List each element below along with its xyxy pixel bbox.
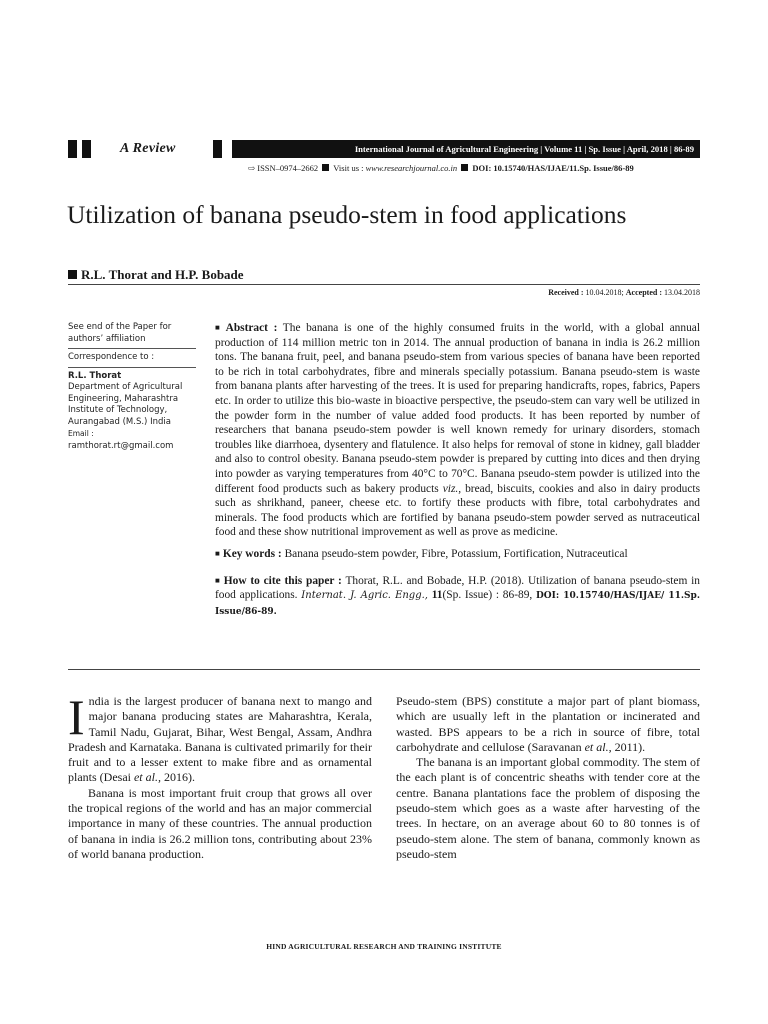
accepted-date: 13.04.2018 — [664, 288, 700, 297]
keywords-label: Key words : — [222, 547, 282, 560]
abstract — [215, 321, 700, 540]
abstract-text-cont: bread, biscuits, cookies and also in dairy products such as shrikhand, paneer, cheese etc. to fortify these products with fibre, total carbohydrates and minerals. The food products which are fortified by banana pseudo-stem powder served as nutraceutical food and these show nutritional improvement as well as prove as medicine. — [215, 482, 701, 539]
divider — [68, 367, 196, 368]
body-text: Pseudo-stem (BPS) constitute a major part of plant biomass, which are usually left in the plantation or incinerated and wasted. BPS appears to be a rich in source of fibre, total carbohydrate and cellulose (Saravanan — [396, 694, 700, 754]
body-text: ndia is the largest producer of banana next to mango and major banana producing states are Maharashtra, Kerala, Tamil Nadu, Gujarat, Bihar, West Bengal, Assam, Andhra Pradesh and Karnataka. Banana is cultivated primarily for their fruit and to a lesser extent to make fibre and as ornamental plants (Desai — [68, 694, 372, 785]
author-email — [68, 428, 196, 452]
email-label: Email : — [68, 429, 94, 438]
body-paragraph — [68, 689, 372, 786]
divider — [68, 348, 196, 349]
divider — [68, 669, 700, 670]
author-names: R.L. Thorat and H.P. Bobade — [81, 267, 244, 282]
publisher-footer: HIND AGRICULTURAL RESEARCH AND TRAINING INSTITUTE — [266, 942, 502, 951]
square-bullet-icon — [322, 164, 329, 171]
body-paragraph — [396, 694, 700, 755]
body-paragraph: The banana is an important global commodity. The stem of the each plant is of concentric sheaths with tender core at the centre. Banana plantations face the problem of disposing the pseudo-stem which goes as a waste after harvesting of the trees. In hectare, on an average about 60 to 80 tonnes is of pseudo-stem alone. The stem of banana, commonly known as pseudo-stem — [396, 755, 700, 861]
abstract-block — [215, 321, 700, 619]
email-link[interactable]: ramthorat.rt@gmail.com — [68, 440, 174, 451]
citation-pages: (Sp. Issue) : 86-89, — [442, 589, 533, 602]
author-address: Department of Agricultural Engineering, Maharashtra Institute of Technology, Aurangabad (M.S.) India — [68, 382, 183, 427]
paper-title: Utilization of banana pseudo-stem in food applications — [67, 200, 627, 229]
correspondence-sidebar — [68, 322, 196, 452]
body-etal: et al., — [133, 770, 161, 785]
citation — [215, 574, 700, 620]
visit-label: Visit us : — [333, 163, 364, 173]
square-bullet-icon: ■ — [215, 575, 221, 585]
arrow-icon: ⇨ — [248, 163, 256, 173]
affiliation-note: See end of the Paper for authors’ affiliation — [68, 322, 172, 344]
issn-line — [248, 163, 634, 174]
body-column-left — [68, 689, 372, 862]
abstract-viz: viz., — [442, 482, 462, 495]
doi-header: DOI: 10.15740/HAS/IJAE/11.Sp. Issue/86-89 — [472, 163, 634, 173]
keywords — [215, 547, 700, 562]
journal-website-link[interactable]: www.researchjournal.co.in — [365, 163, 458, 173]
drop-cap: I — [68, 689, 85, 745]
body-text: 2011). — [614, 739, 646, 754]
square-bullet-icon: ■ — [215, 323, 223, 332]
correspondence-label: Correspondence to : — [68, 352, 155, 362]
square-bullet-icon: ■ — [215, 548, 220, 558]
accepted-label: Accepted : — [625, 288, 662, 297]
issn: ISSN–0974–2662 — [257, 163, 319, 173]
received-label: Received : — [548, 288, 584, 297]
article-dates — [548, 288, 700, 297]
article-type: A Review — [120, 141, 176, 156]
body-text: 2016). — [163, 770, 195, 785]
corresponding-author: R.L. Thorat — [68, 370, 122, 381]
header-divider-mark — [213, 140, 222, 158]
body-paragraph: Banana is most important fruit croup that grows all over the tropical regions of the world and has an major commercial importance in many of these countries. The annual production of banana in india is 26.2 million tons, contributing about 23% of world banana production. — [68, 785, 372, 861]
keywords-text: Banana pseudo-stem powder, Fibre, Potassium, Fortification, Nutraceutical — [284, 547, 628, 560]
citation-text: Thorat, R.L. and Bobade, H.P. (2018). Utilization of banana pseudo-stem in food applications. — [215, 574, 700, 602]
square-bullet-icon — [461, 164, 468, 171]
journal-info-bar: International Journal of Agricultural Engineering | Volume 11 | Sp. Issue | April, 2018 | 86-89 — [232, 140, 700, 158]
abstract-text: The banana is one of the highly consumed fruits in the world, with a global annual production of 114 million metric ton in 2014. The annual production of banana in india is 26.2 million tons. The banana fruit, peel, and banana pseudo-stem from various species of banana have been reported to be rich in total carbohydrates, fibre and minerals specially potassium. Banana pseudo-stem is waste from banana plants after harvesting of the trees. It is used for preparing handicrafts, ropes, fabrics, Papers etc. In order to utilize this bio-waste in bioactive perspective, the pseudo-stem can vary well be utilized in the powder form in the number of value added food products. It has been reported by number of researchers that banana pseudo-stem powder is well known remedy for urinary disorders, stomach troubles like diarrhoea, dysentery and flatulence. It also helps for removal of stone in kidney, gall bladder and also to control obesity. Banana pseudo-stem powder is prepared by cutting into dices and then drying into powder as varying temperatures from 40°C to 70°C. Banana pseudo-stem powder is utilized into the different food products such as bakery products — [215, 322, 700, 495]
body-etal: et al., — [584, 739, 612, 754]
body-column-right — [396, 694, 700, 862]
citation-doi[interactable]: DOI: 10.15740/HAS/IJAE/ 11.Sp. Issue/86-89. — [215, 591, 700, 617]
abstract-label: Abstract : — [225, 322, 278, 334]
citation-volume: 11 — [431, 589, 443, 602]
citation-label: How to cite this paper : — [223, 574, 342, 587]
divider — [68, 284, 700, 285]
header-bars-mark — [68, 140, 92, 158]
received-date: 10.04.2018; — [585, 288, 624, 297]
citation-journal: Internat. J. Agric. Engg., — [301, 590, 428, 602]
authors — [68, 267, 244, 283]
square-bullet-icon — [68, 270, 77, 279]
